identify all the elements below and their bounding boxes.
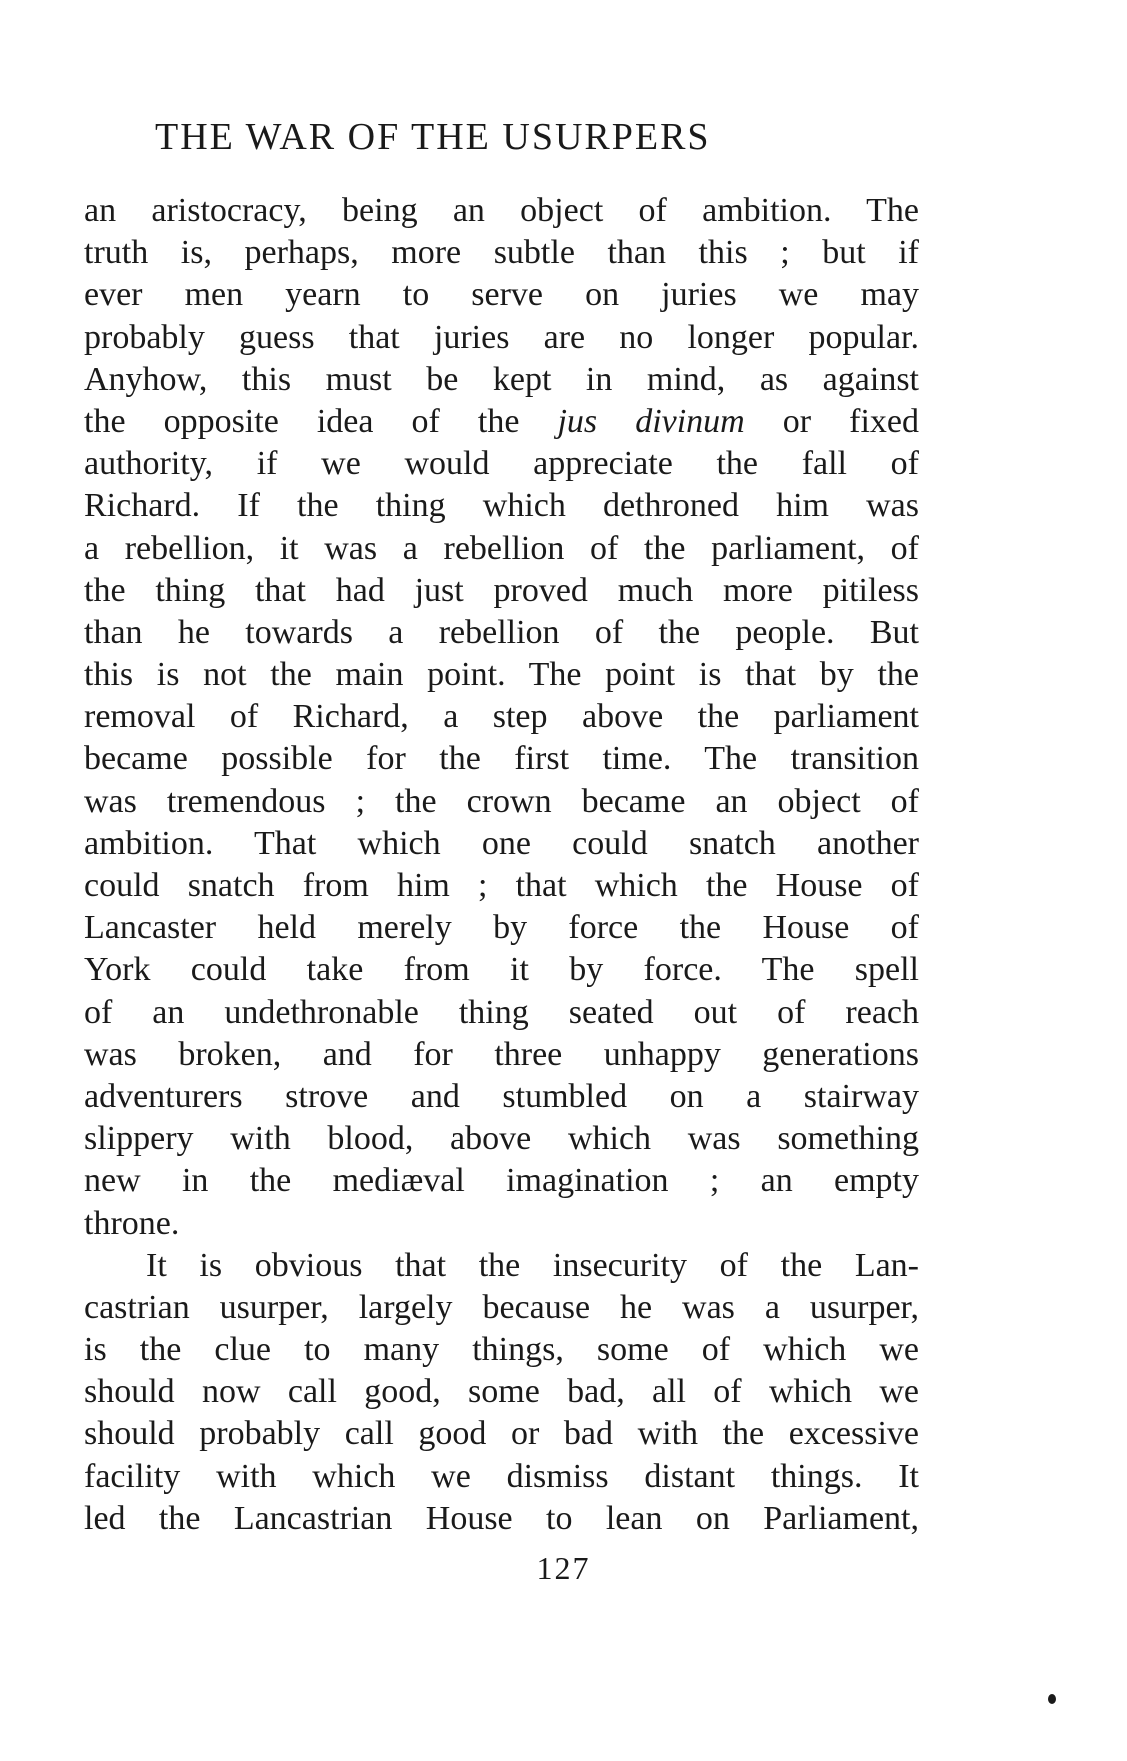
text-line-with-italic [84, 401, 919, 443]
text-line: should now call good, some bad, all of which we [84, 1373, 919, 1411]
text-line: a rebellion, it was a rebellion of the parliament, of [84, 529, 919, 567]
text-line: adventurers strove and stumbled on a stairway [84, 1077, 919, 1115]
text-line: new in the mediæval imagination ; an empty [84, 1162, 919, 1200]
line-segment: the opposite idea of the [84, 402, 558, 440]
text-line: was tremendous ; the crown became an object of [84, 782, 919, 820]
running-head: THE WAR OF THE USURPERS [155, 116, 711, 158]
text-line: the thing that had just proved much more pitiless [84, 571, 919, 609]
text-line: facility with which we dismiss distant things. It [84, 1457, 919, 1495]
scan-mark [1048, 1694, 1056, 1704]
body-text [84, 190, 919, 1540]
text-line: an aristocracy, being an object of ambition. The [84, 192, 919, 229]
text-line: led the Lancastrian House to lean on Parliament, [84, 1499, 919, 1537]
text-line: than he towards a rebellion of the people. But [84, 613, 919, 651]
text-line: is the clue to many things, some of which we [84, 1331, 919, 1369]
line-segment: or fixed [744, 402, 919, 440]
text-line: Richard. If the thing which dethroned him was [84, 487, 919, 525]
page-number: 127 [536, 1550, 591, 1586]
text-line: should probably call good or bad with the excessive [84, 1415, 919, 1453]
text-line: of an undethronable thing seated out of reach [84, 993, 919, 1031]
text-line: York could take from it by force. The spell [84, 951, 919, 989]
text-line: Anyhow, this must be kept in mind, as against [84, 360, 919, 398]
text-line: castrian usurper, largely because he was a usurper, [84, 1288, 919, 1326]
paragraph-end-line: throne. [84, 1204, 180, 1242]
text-line: authority, if we would appreciate the fall of [84, 445, 919, 483]
text-line: this is not the main point. The point is that by the [84, 656, 919, 694]
italic-phrase: jus divinum [557, 402, 745, 440]
text-line: could snatch from him ; that which the House of [84, 867, 919, 904]
text-line: probably guess that juries are no longer popular. [84, 318, 919, 356]
text-line: ever men yearn to serve on juries we may [84, 276, 919, 314]
text-line: truth is, perhaps, more subtle than this ; but if [84, 234, 919, 272]
text-line: slippery with blood, above which was something [84, 1120, 919, 1158]
text-line: was broken, and for three unhappy generations [84, 1035, 919, 1073]
text-line: became possible for the first time. The transition [84, 740, 919, 778]
paragraph-start-line: It is obvious that the insecurity of the Lan- [146, 1246, 919, 1284]
text-line: ambition. That which one could snatch another [84, 824, 919, 862]
text-line: Lancaster held merely by force the House of [84, 909, 919, 947]
text-line: removal of Richard, a step above the parliament [84, 698, 919, 736]
